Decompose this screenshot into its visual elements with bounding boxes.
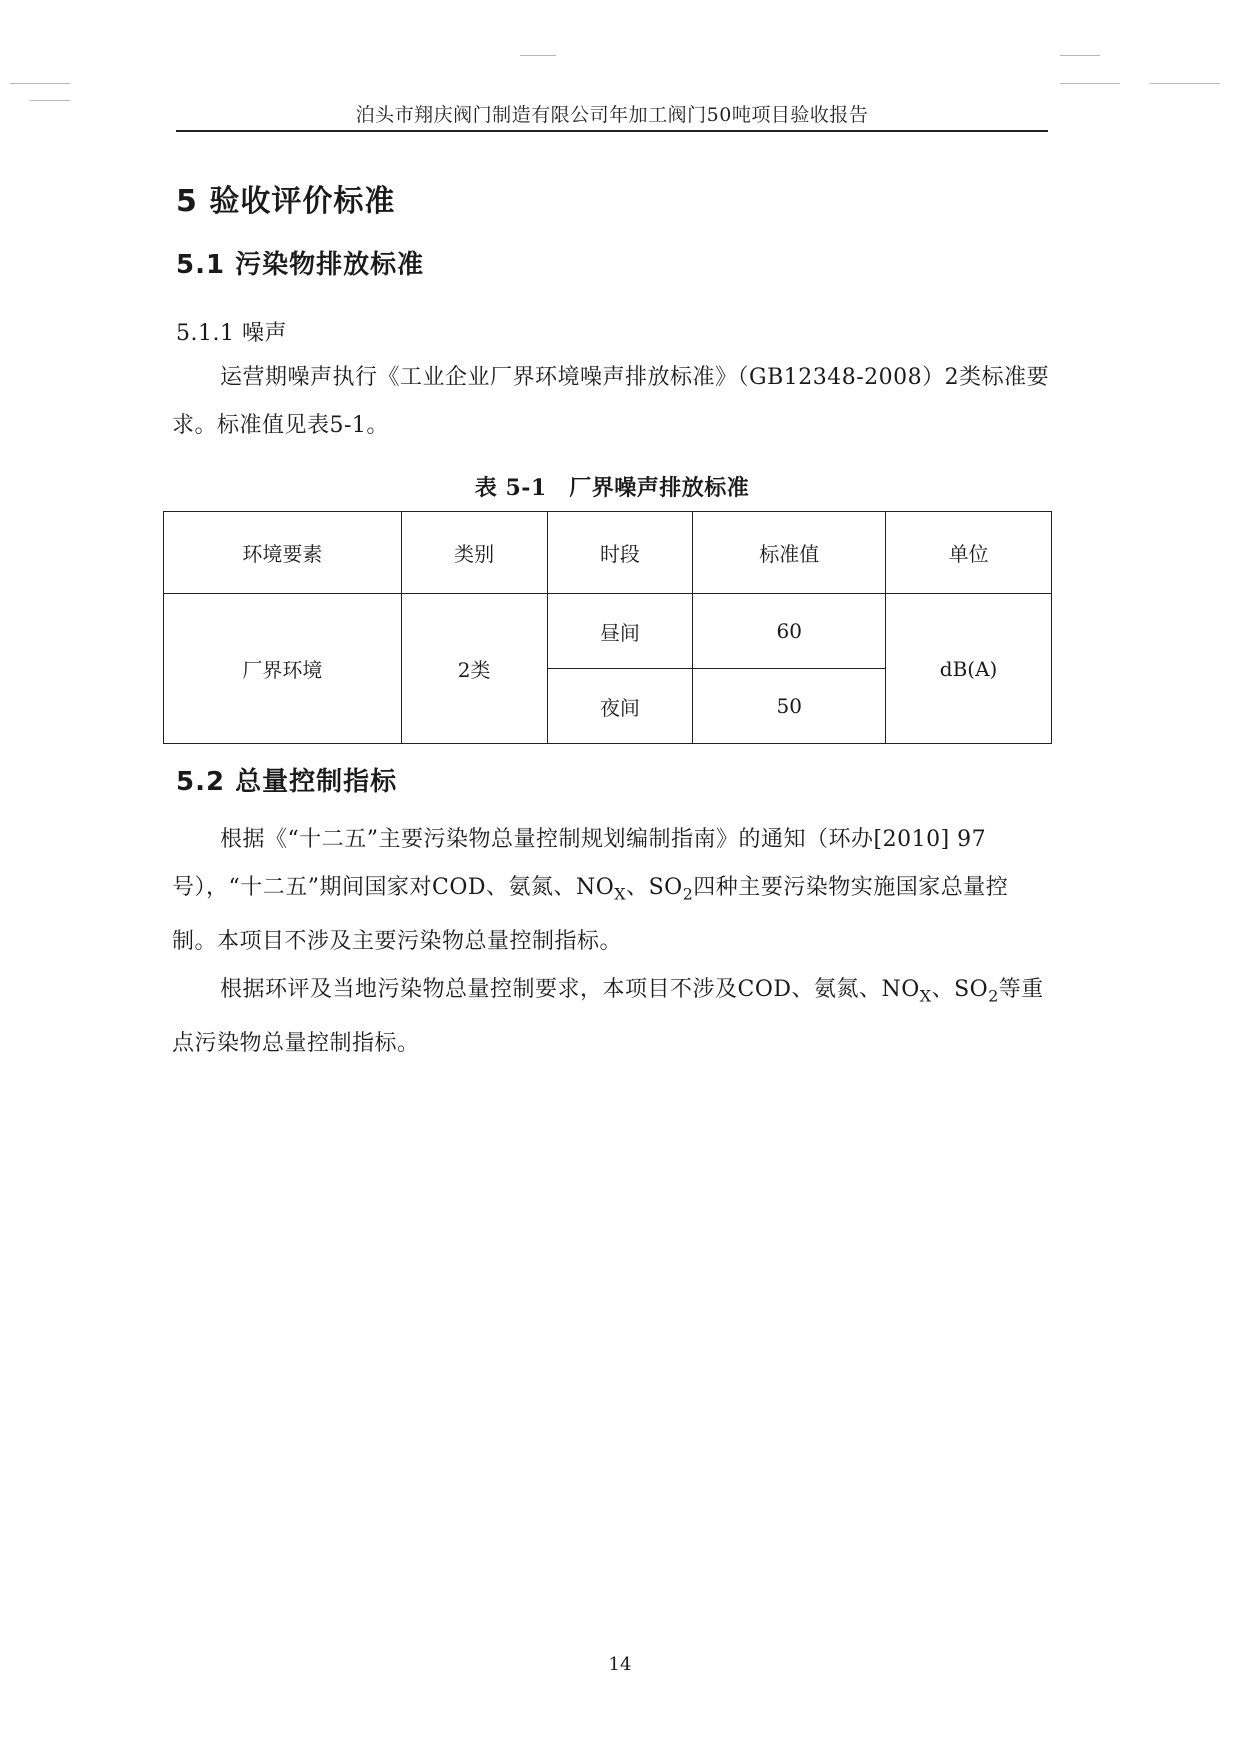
period-cell: 夜间 — [547, 669, 693, 744]
subscript: X — [614, 884, 627, 904]
table-header-row — [164, 512, 1052, 594]
subscript: 2 — [988, 986, 999, 1006]
scan-artifact — [1060, 55, 1100, 56]
header-cell: 环境要素 — [164, 512, 402, 594]
subsection-heading-5-1: 5.1 污染物排放标准 — [176, 250, 425, 280]
subscript: X — [919, 986, 932, 1006]
element-cell: 厂界环境 — [164, 594, 402, 744]
subscript: 2 — [682, 884, 694, 904]
header-cell: 标准值 — [693, 512, 886, 594]
text-run: 、SO — [626, 875, 683, 900]
scan-artifact — [1060, 83, 1120, 84]
text-run: 根据环评及当地污染物总量控制要求，本项目不涉及COD、氨氮、NO — [220, 977, 920, 1002]
scan-artifact — [1150, 83, 1220, 84]
total-control-paragraph-2 — [172, 966, 1052, 1068]
header-rule — [176, 130, 1048, 132]
page-number: 14 — [608, 1654, 632, 1675]
period-cell: 昼间 — [547, 594, 693, 669]
table-caption: 表 5-1 厂界噪声排放标准 — [474, 475, 750, 501]
table-row — [164, 594, 1052, 669]
unit-cell: dB(A) — [886, 594, 1052, 744]
running-header: 泊头市翔庆阀门制造有限公司年加工阀门50吨项目验收报告 — [355, 104, 869, 126]
scan-artifact — [520, 55, 556, 56]
text-run: 四种主要污染物实施国家总量控制。本项目不涉及主要污染物总量控制指标。 — [172, 875, 1009, 955]
category-cell: 2类 — [401, 594, 547, 744]
total-control-paragraph-1 — [172, 816, 1052, 966]
text-run: 根据《“十二五”主要污染物总量控制规划编制指南》的通知（环办[2010] 97号），“十二五”期间国家对COD、氨氮、NO — [172, 827, 987, 900]
subsubsection-heading-5-1-1: 5.1.1 噪声 — [176, 321, 287, 346]
subsection-heading-5-2: 5.2 总量控制指标 — [176, 767, 398, 797]
noise-standard-paragraph: 运营期噪声执行《工业企业厂界环境噪声排放标准》（GB12348-2008）2类标准要求。标准值见表5-1。 — [172, 365, 1050, 438]
header-cell: 类别 — [401, 512, 547, 594]
scan-artifact — [30, 100, 70, 101]
value-cell: 50 — [693, 669, 886, 744]
section-heading: 5 验收评价标准 — [176, 184, 396, 219]
value-cell: 60 — [693, 594, 886, 669]
noise-standard-table — [163, 511, 1052, 744]
scan-artifact — [10, 83, 70, 84]
header-cell: 单位 — [886, 512, 1052, 594]
text-run: 等重点污染物总量控制指标。 — [172, 977, 1044, 1057]
header-cell: 时段 — [547, 512, 693, 594]
text-run: 、SO — [931, 977, 989, 1002]
